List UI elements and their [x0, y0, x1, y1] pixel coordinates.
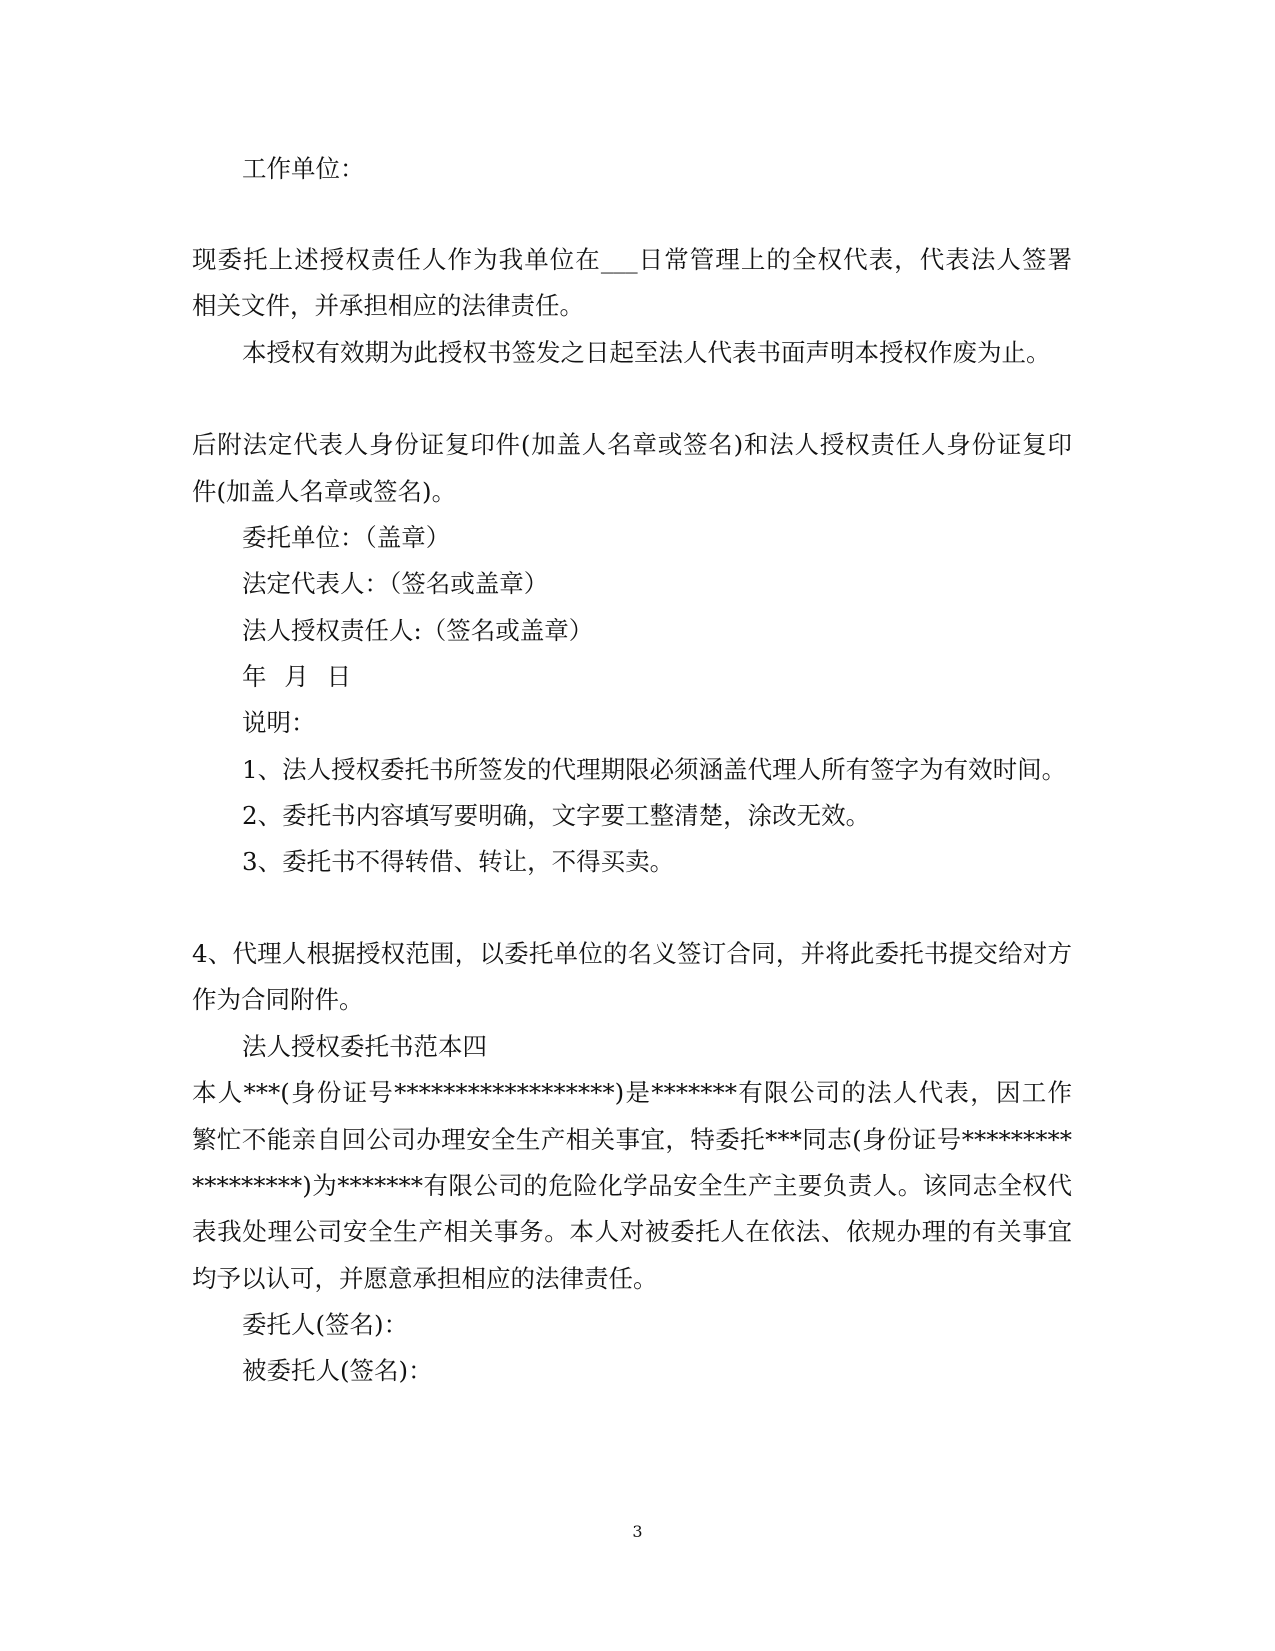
legal-representative-line: 法定代表人：（签名或盖章）	[242, 569, 549, 598]
note-item: 3、委托书不得转借、转让，不得买卖。	[242, 847, 675, 876]
paragraph-line: 现委托上述授权责任人作为我单位在___日常管理上的全权代表，代表法人签署	[192, 245, 1072, 274]
work-unit-line: 工作单位：	[242, 154, 365, 183]
paragraph-line: 均予以认可，并愿意承担相应的法律责任。	[192, 1264, 658, 1293]
paragraph-line: 表我处理公司安全生产相关事务。本人对被委托人在依法、依规办理的有关事宜	[192, 1217, 1072, 1246]
note-item: 4、代理人根据授权范围，以委托单位的名义签订合同，并将此委托书提交给对方	[192, 939, 1072, 968]
note-item-continuation: 作为合同附件。	[192, 985, 364, 1014]
principal-signature-line: 委托人(签名)：	[242, 1310, 409, 1339]
entrusting-unit-line: 委托单位：（盖章）	[242, 523, 451, 552]
page-number: 3	[632, 1522, 643, 1541]
section-heading: 法人授权委托书范本四	[242, 1032, 487, 1061]
paragraph-line: 本人***(身份证号******************)是*******有限公司的法人代表，因工作	[192, 1078, 1072, 1107]
paragraph-line: 件(加盖人名章或签名)。	[192, 477, 457, 506]
agent-signature-line: 被委托人(签名)：	[242, 1356, 433, 1385]
authorized-person-line: 法人授权责任人:（签名或盖章）	[242, 616, 594, 645]
note-item: 1、法人授权委托书所签发的代理期限必须涵盖代理人所有签字为有效时间。	[242, 755, 1067, 784]
paragraph-line: 繁忙不能亲自回公司办理安全生产相关事宜，特委托***同志(身份证号*********	[192, 1125, 1072, 1154]
notes-heading: 说明：	[242, 708, 316, 737]
paragraph-line: 相关文件，并承担相应的法律责任。	[192, 291, 584, 320]
paragraph-line: *********)为*******有限公司的危险化学品安全生产主要负责人。该同志全权代	[192, 1171, 1072, 1200]
note-item: 2、委托书内容填写要明确，文字要工整清楚，涂改无效。	[242, 801, 871, 830]
date-line: 年 月 日	[242, 662, 352, 691]
paragraph-line: 后附法定代表人身份证复印件(加盖人名章或签名)和法人授权责任人身份证复印	[192, 430, 1072, 459]
validity-line: 本授权有效期为此授权书签发之日起至法人代表书面声明本授权作废为止。	[242, 338, 1051, 367]
